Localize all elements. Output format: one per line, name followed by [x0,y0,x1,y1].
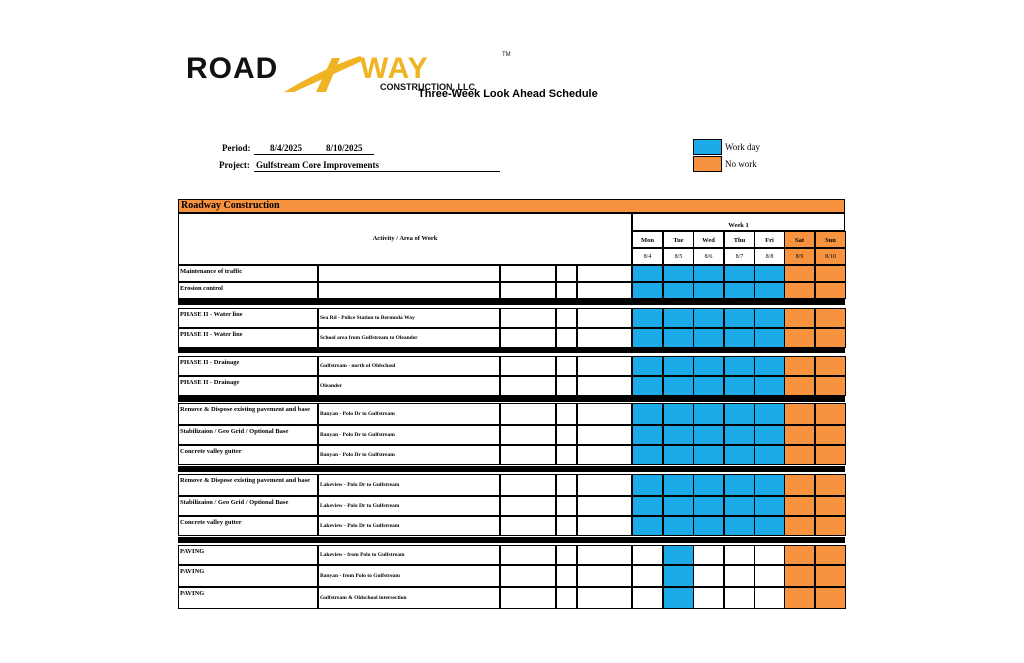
schedule-cell [632,308,663,328]
area-cell [318,265,500,282]
schedule-cell [663,403,694,425]
schedule-cell [754,565,785,587]
schedule-cell [663,282,694,299]
schedule-cell [784,425,815,445]
activity-label: PHASE II - Water line [180,311,243,318]
project-underline [254,171,500,172]
activity-label: PHASE II - Drainage [180,359,240,366]
schedule-cell [784,516,815,536]
table-banner: Roadway Construction [178,199,845,213]
schedule-cell [632,445,663,465]
schedule-cell [724,496,755,516]
schedule-cell [815,403,846,425]
blank-cell [577,376,632,396]
schedule-cell [632,474,663,496]
schedule-cell [663,587,694,609]
blank-cell [500,282,556,299]
schedule-cell [815,376,846,396]
schedule-cell [784,356,815,376]
schedule-cell [632,565,663,587]
section-separator [178,396,845,402]
schedule-cell [754,328,785,348]
schedule-cell [754,265,785,282]
activity-label: Remove & Dispose existing pavement and base [180,477,310,484]
schedule-cell [754,516,785,536]
schedule-cell [663,308,694,328]
schedule-cell [754,474,785,496]
activity-label: PHASE II - Water line [180,331,243,338]
day-header-wed: Wed [702,237,715,244]
area-label: Gulfstream - north of Oldschool [320,363,396,369]
activity-label: Concrete valley gutter [180,448,242,455]
schedule-cell [663,474,694,496]
schedule-cell [693,403,724,425]
activity-label: Erosion control [180,285,223,292]
schedule-cell [663,445,694,465]
schedule-cell [784,587,815,609]
schedule-cell [693,308,724,328]
schedule-cell [815,328,846,348]
blank-cell [577,308,632,328]
schedule-cell [724,474,755,496]
schedule-cell [815,587,846,609]
day-header-mon: Mon [641,237,654,244]
schedule-cell [663,425,694,445]
area-cell [318,376,500,396]
project-name: Gulfstream Core Improvements [256,160,379,170]
schedule-cell [815,545,846,565]
legend-swatch-nowork [693,156,722,172]
schedule-cell [693,474,724,496]
schedule-cell [663,265,694,282]
schedule-cell [784,403,815,425]
schedule-cell [663,328,694,348]
area-cell [318,282,500,299]
schedule-cell [693,565,724,587]
schedule-cell [632,356,663,376]
schedule-cell [693,545,724,565]
blank-cell [556,356,577,376]
schedule-cell [784,545,815,565]
activity-header-label: Activity / Area of Work [372,235,438,242]
schedule-cell [632,545,663,565]
blank-cell [500,308,556,328]
schedule-cell [784,474,815,496]
schedule-cell [724,265,755,282]
schedule-cell [632,328,663,348]
area-label: Oleander [320,383,342,389]
blank-cell [556,565,577,587]
area-label: Banyan - Polo Dr to Gulfstream [320,432,395,438]
blank-cell [556,496,577,516]
blank-cell [500,545,556,565]
activity-label: PAVING [180,568,205,575]
project-label: Project: [219,160,250,170]
schedule-cell [663,565,694,587]
day-header-sat: Sat [794,237,805,244]
schedule-cell [632,425,663,445]
blank-cell [556,328,577,348]
schedule-cell [693,425,724,445]
schedule-cell [632,587,663,609]
schedule-cell [784,265,815,282]
blank-cell [577,445,632,465]
section-separator [178,299,845,305]
blank-cell [500,516,556,536]
schedule-cell [724,545,755,565]
schedule-cell [754,356,785,376]
schedule-cell [724,376,755,396]
activity-label: Concrete valley gutter [180,519,242,526]
schedule-title: Three-Week Look Ahead Schedule [418,88,598,100]
blank-cell [556,403,577,425]
blank-cell [500,265,556,282]
schedule-cell [693,376,724,396]
schedule-cell [815,308,846,328]
week-header-label: Week 1 [728,222,749,229]
schedule-cell [754,403,785,425]
schedule-cell [815,425,846,445]
schedule-cell [815,496,846,516]
schedule-cell [663,496,694,516]
blank-cell [500,587,556,609]
area-label: Lakeview - from Polo to Gulfstream [320,552,405,558]
date-header-4: 8/8 [765,254,774,260]
blank-cell [500,496,556,516]
blank-cell [556,445,577,465]
schedule-cell [815,282,846,299]
activity-label: PAVING [180,548,205,555]
blank-cell [577,403,632,425]
blank-cell [577,474,632,496]
activity-label: Stabilizaion / Geo Grid / Optional Base [180,499,289,506]
activity-label: Stabilizaion / Geo Grid / Optional Base [180,428,289,435]
schedule-cell [815,445,846,465]
schedule-cell [632,282,663,299]
area-label: Banyan - from Polo to Gulfstream [320,573,400,579]
area-label: Lakeview - Polo Dr to Gulfstream [320,503,400,509]
schedule-cell [724,308,755,328]
schedule-cell [815,356,846,376]
area-label: Banyan - Polo Dr to Gulfstream [320,452,395,458]
activity-label: PAVING [180,590,205,597]
svg-text:ROAD: ROAD [186,52,279,85]
schedule-cell [784,445,815,465]
schedule-cell [693,516,724,536]
schedule-cell [663,376,694,396]
blank-cell [500,356,556,376]
schedule-cell [815,265,846,282]
date-header-6: 8/10 [825,254,836,260]
date-header-5: 8/9 [795,254,804,260]
schedule-cell [724,282,755,299]
schedule-cell [632,376,663,396]
schedule-cell [632,403,663,425]
blank-cell [500,328,556,348]
schedule-cell [632,265,663,282]
legend-label-nowork: No work [725,159,757,169]
legend-swatch-work [693,139,722,155]
blank-cell [577,356,632,376]
blank-cell [500,565,556,587]
schedule-cell [693,328,724,348]
blank-cell [577,516,632,536]
activity-label: Remove & Dispose existing pavement and base [180,406,310,413]
blank-cell [577,587,632,609]
schedule-cell [724,328,755,348]
blank-cell [556,545,577,565]
schedule-cell [724,425,755,445]
blank-cell [500,445,556,465]
schedule-cell [815,565,846,587]
schedule-cell [754,376,785,396]
area-label: Lakeview - Polo Dr to Gulfstream [320,523,400,529]
blank-cell [556,376,577,396]
blank-cell [556,265,577,282]
blank-cell [577,328,632,348]
blank-cell [556,516,577,536]
schedule-cell [784,376,815,396]
area-label: Sea Rd - Police Station to Bermuda Way [320,315,415,321]
schedule-cell [754,445,785,465]
section-separator [178,466,845,472]
schedule-cell [754,496,785,516]
schedule-cell [815,516,846,536]
section-separator [178,537,845,543]
svg-text:TM: TM [502,52,511,58]
period-label: Period: [222,143,251,153]
schedule-cell [724,445,755,465]
schedule-cell [663,356,694,376]
schedule-cell [724,565,755,587]
blank-cell [500,403,556,425]
schedule-cell [784,282,815,299]
blank-cell [556,587,577,609]
period-underline [254,154,374,155]
schedule-cell [693,282,724,299]
schedule-cell [693,496,724,516]
day-header-sun: Sun [825,237,836,244]
blank-cell [556,474,577,496]
svg-text:CONSTRUCTION, LLC: CONSTRUCTION, LLC [380,82,475,92]
period-start: 8/4/2025 [270,143,303,153]
schedule-cell [754,545,785,565]
legend-label-work: Work day [725,142,761,152]
schedule-cell [784,328,815,348]
schedule-cell [724,587,755,609]
blank-cell [556,282,577,299]
date-header-1: 8/5 [674,254,683,260]
schedule-cell [693,265,724,282]
blank-cell [500,376,556,396]
day-header-fri: Fri [765,237,774,244]
date-header-3: 8/7 [735,254,744,260]
blank-cell [577,282,632,299]
blank-cell [577,425,632,445]
schedule-cell [724,356,755,376]
activity-label: Maintenance of traffic [180,268,243,275]
blank-cell [500,425,556,445]
activity-label: PHASE II - Drainage [180,379,240,386]
schedule-cell [663,545,694,565]
schedule-cell [754,308,785,328]
schedule-cell [754,587,785,609]
schedule-cell [693,445,724,465]
blank-cell [500,474,556,496]
schedule-cell [663,516,694,536]
day-header-tue: Tue [673,237,684,244]
schedule-cell [724,516,755,536]
svg-text:WAY: WAY [360,52,429,85]
blank-cell [577,265,632,282]
day-header-thu: Thu [733,237,746,244]
period-end: 8/10/2025 [326,143,363,153]
area-label: Gulfstream & Oldschool intersection [320,595,407,601]
area-label: Lakeview - Polo Dr to Gulfstream [320,482,400,488]
schedule-cell [693,587,724,609]
schedule-cell [754,282,785,299]
blank-cell [577,496,632,516]
schedule-cell [784,565,815,587]
area-label: Banyan - Polo Dr to Gulfstream [320,411,395,417]
blank-cell [556,425,577,445]
date-header-0: 8/4 [643,254,652,260]
schedule-cell [784,496,815,516]
schedule-cell [693,356,724,376]
blank-cell [577,545,632,565]
schedule-cell [632,496,663,516]
blank-cell [556,308,577,328]
date-header-2: 8/6 [704,254,713,260]
schedule-cell [784,308,815,328]
schedule-cell [632,516,663,536]
schedule-cell [754,425,785,445]
schedule-cell [815,474,846,496]
schedule-cell [724,403,755,425]
area-label: School area from Gulfstream to Oleander [320,335,418,341]
blank-cell [577,565,632,587]
